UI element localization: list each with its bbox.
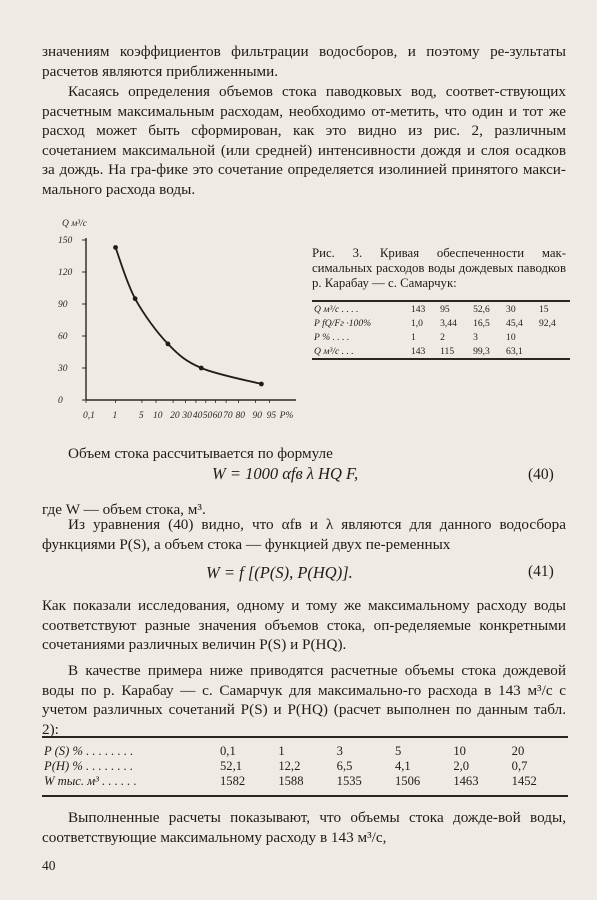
figure-table-cell: 45,4 — [506, 318, 523, 329]
figure-table-cell: 10 — [506, 332, 516, 343]
results-table-cell: 1535 — [335, 774, 393, 796]
results-table-row — [42, 759, 568, 774]
results-table-cell: 0,7 — [511, 759, 528, 773]
figure-table-row-label: Q м³/с . . . — [312, 344, 409, 359]
figure-table-cell: 143 — [409, 344, 438, 359]
figure-table-cell: 99,3 — [471, 344, 504, 359]
results-table-row-label: W тыс. м³ . . . . . . — [42, 774, 218, 796]
results-table-cell: 12,2 — [278, 759, 301, 773]
paragraph-1: значениям коэффициентов фильтрации водосборов, и поэтому ре-зультаты расчетов являются приближенными. — [42, 43, 566, 80]
figure-table-cell: 3 — [473, 332, 478, 343]
figure-table-cell: 30 — [504, 301, 537, 316]
y-tick-label: 60 — [58, 332, 68, 342]
page-number: 40 — [42, 858, 56, 873]
x-tick-label: 40 — [192, 411, 203, 421]
figure-table-row — [312, 301, 570, 316]
x-tick-label: 90 — [252, 411, 263, 421]
y-axis-label: Q м³/с — [62, 219, 88, 229]
x-tick-label: 5 — [138, 411, 144, 421]
y-tick-label: 30 — [58, 364, 68, 374]
results-table-cell: 6,5 — [336, 759, 353, 773]
results-table-cell: 1463 — [451, 774, 509, 796]
results-table-row-label: P (S) % . . . . . . . . — [42, 737, 218, 759]
x-tick-label: 0,1 — [83, 411, 95, 421]
y-tick-label: 120 — [58, 268, 73, 278]
figure-table-cell: 143 — [409, 301, 438, 316]
formula-40: W = 1000 αfв λ HQ F, — [212, 464, 359, 483]
figure-table-cell — [537, 330, 570, 344]
figure-table-cell: 95 — [438, 301, 471, 316]
curve-line — [116, 247, 262, 384]
figure-table-cell: 1,0 — [410, 318, 423, 329]
x-tick-label: 70 — [223, 411, 233, 421]
data-point — [166, 341, 171, 346]
figure-table-row — [312, 316, 570, 330]
results-table-cell: 5 — [393, 737, 451, 759]
x-tick-label: 1 — [112, 411, 118, 421]
results-table-cell: 10 — [451, 737, 509, 759]
figure-table-row — [312, 344, 570, 359]
results-table-cell: 52,1 — [220, 759, 243, 773]
paragraph-8: Выполненные расчеты показывают, что объемы стока дожде-вой воды, соответствующие максимальному расходу в 143 м³/с, — [42, 809, 566, 846]
formula-40-number: (40) — [528, 466, 554, 483]
results-table-row — [42, 737, 568, 759]
figure-table-cell: 2 — [440, 332, 445, 343]
paragraph-6: Как показали исследования, одному и тому же максимальному расходу воды соответствуют разные значения объемов стока, оп-ределяемые конкретными сочетаниями различных величин P(S) и P(HQ). — [42, 597, 566, 654]
figure-table-cell: 16,5 — [473, 318, 490, 329]
formula-41: W = f [(P(S), P(HQ)]. — [206, 563, 353, 582]
results-table-cell: 20 — [510, 737, 568, 759]
x-tick-label: 60 — [212, 411, 223, 421]
paragraph-5: Из уравнения (40) видно, что αfв и λ являются для данного водосбора функциями P(S), а объем стока — функцией двух пе-ременных — [42, 516, 566, 553]
data-point — [113, 245, 118, 250]
results-table-cell: 1506 — [393, 774, 451, 796]
x-tick-label: 20 — [170, 411, 180, 421]
paragraph-3: Объем стока рассчитывается по формуле — [68, 445, 333, 462]
chart-svg — [38, 212, 300, 428]
y-tick-label: 150 — [58, 236, 73, 246]
results-table — [42, 736, 568, 797]
results-table-cell: 1582 — [218, 774, 276, 796]
results-table-cell: 4,1 — [394, 759, 411, 773]
figure-3-chart — [38, 212, 300, 428]
results-table-cell: 1 — [276, 737, 334, 759]
data-point — [199, 366, 204, 371]
paragraph-2: Касаясь определения объемов стока паводковых вод, соответ-ствующих расчетным максимальным расходам, необходимо от-метить, что один и тот же расход может быть сформирован, как это видно из рис. 2, различным сочетанием максимальной (или средней) интенсивности дождя и слоя осадков за дождь. На гра-фике это сочетание определяется изолинией принятого макси-мального расхода воды. — [42, 83, 566, 198]
x-tick-label: 80 — [235, 411, 245, 421]
y-tick-label: 0 — [58, 396, 63, 406]
x-tick-label: 50 — [202, 411, 213, 421]
figure-table-cell — [537, 344, 570, 359]
figure-table-row-label: Q м³/с . . . . — [312, 301, 409, 316]
results-table-cell: 3 — [335, 737, 393, 759]
results-table-cell: 0,1 — [218, 737, 276, 759]
results-table-row — [42, 774, 568, 796]
figure-table-cell: 63,1 — [504, 344, 537, 359]
results-table-cell: 1452 — [510, 774, 568, 796]
figure-table-cell: 3,44 — [440, 318, 457, 329]
figure-table-cell: 52,6 — [471, 301, 504, 316]
y-tick-label: 90 — [58, 300, 68, 310]
results-table-cell: 2,0 — [453, 759, 470, 773]
figure-table-row — [312, 330, 570, 344]
figure-table-cell: 1 — [410, 332, 416, 343]
x-tick-label: 10 — [153, 411, 163, 421]
figure-table — [312, 300, 570, 360]
figure-table-cell: 92,4 — [539, 318, 556, 329]
paragraph-7: В качестве примера ниже приводятся расчетные объемы стока дождевой воды по р. Карабау — с. Самарчук для максимально-го расхода в 143 м³/с с учетом различных сочетаний P(S) и P(HQ) (расчет выполнен по данным табл. 2): — [42, 662, 566, 738]
figure-table-row-label: P fQ/Fг ·100% — [314, 318, 372, 329]
results-table-row-label: P(H) % . . . . . . . . — [44, 759, 134, 773]
results-table-cell: 1588 — [276, 774, 334, 796]
x-axis-label: P% — [279, 411, 294, 421]
data-point — [259, 382, 264, 387]
x-tick-label: 30 — [182, 411, 192, 421]
figure-table-cell: 15 — [537, 301, 570, 316]
data-point — [133, 296, 138, 301]
formula-41-number: (41) — [528, 563, 554, 580]
figure-caption: Рис. 3. Кривая обеспеченности мак-симальных расходов воды дождевых паводков р. Карабау — с. Самарчук: — [312, 246, 566, 291]
x-tick-label: 95 — [266, 411, 277, 421]
figure-table-row-label: P % . . . . — [314, 332, 350, 343]
paragraph-4: где W — объем стока, м³. — [42, 501, 206, 518]
figure-table-cell: 115 — [438, 344, 471, 359]
